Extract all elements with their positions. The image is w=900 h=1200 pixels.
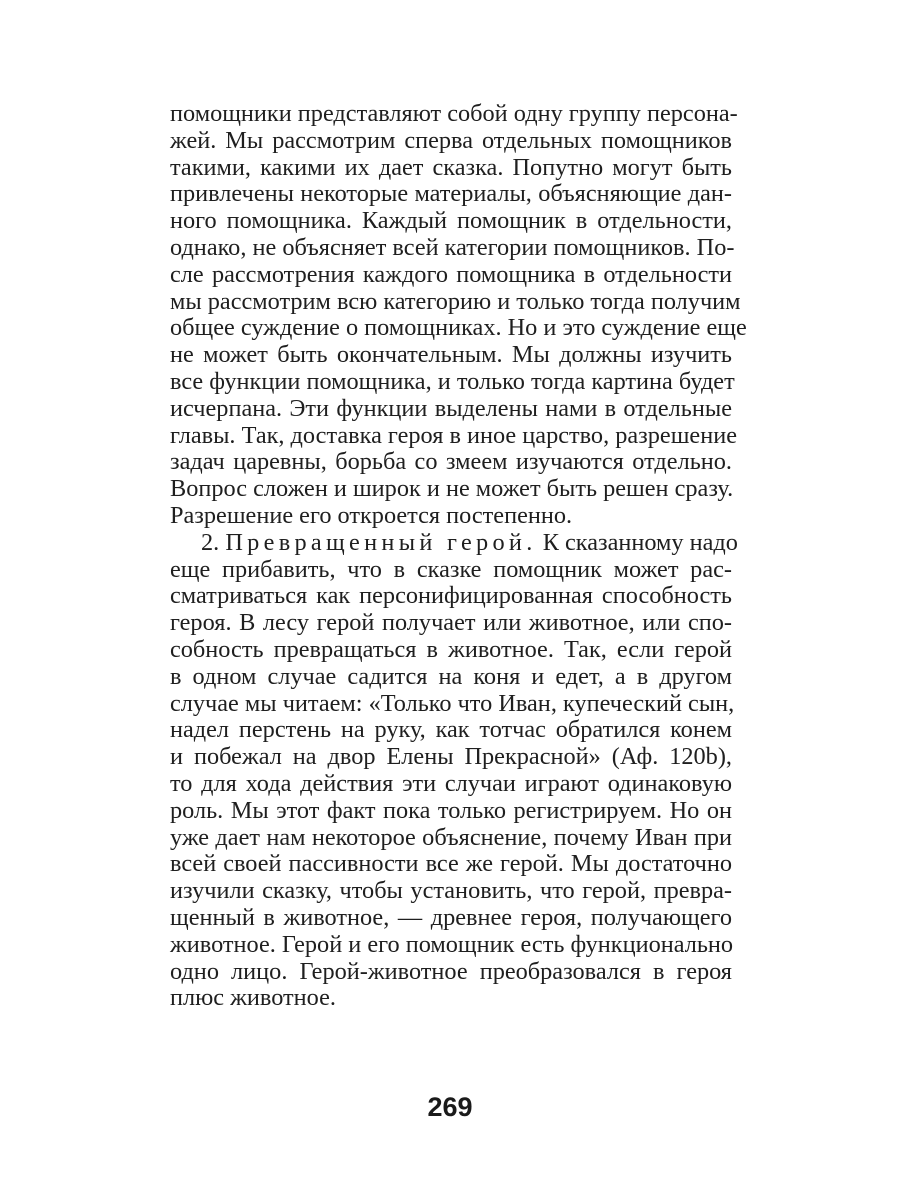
text-line: еще прибавить, что в сказке помощник может рас-	[170, 555, 732, 583]
text-line: плюс животное.	[170, 984, 336, 1012]
section-first-line-text: К сказанному надо	[542, 528, 738, 556]
text-line: все функции помощника, и только тогда картина будет	[170, 367, 735, 395]
paragraph-transformed-hero	[170, 528, 738, 1012]
text-line: главы. Так, доставка героя в иное царство, разрешение	[170, 421, 737, 449]
text-line: и побежал на двор Елены Прекрасной» (Аф. 120b),	[170, 743, 732, 771]
text-line: однако, не объясняет всей категории помощников. По-	[170, 233, 735, 261]
text-line: случае мы читаем: «Только что Иван, купеческий сын,	[170, 689, 735, 717]
text-line: одно лицо. Герой-животное преобразовался в героя	[170, 957, 732, 985]
text-line: собность превращаться в животное. Так, если герой	[170, 635, 732, 663]
text-line: Вопрос сложен и широк и не может быть решен сразу.	[170, 475, 734, 503]
text-line: надел перстень на руку, как тотчас обратился конем	[170, 716, 732, 744]
text-line: задач царевны, борьба со змеем изучаются отдельно.	[170, 448, 732, 476]
text-line: Разрешение его откроется постепенно.	[170, 501, 573, 529]
text-line: привлечены некоторые материалы, объясняющие дан-	[170, 180, 732, 208]
section-heading: Превращенный герой.	[225, 528, 537, 556]
text-line: сле рассмотрения каждого помощника в отдельности	[170, 260, 732, 288]
text-line: всей своей пассивности все же герой. Мы достаточно	[170, 850, 732, 878]
body-text	[170, 100, 747, 1012]
text-line: жей. Мы рассмотрим сперва отдельных помощников	[170, 126, 732, 154]
text-line: сматриваться как персонифицированная способность	[170, 582, 732, 610]
text-line: такими, какими их дает сказка. Попутно могут быть	[170, 153, 732, 181]
text-line: изучили сказку, чтобы установить, что герой, превра-	[170, 877, 732, 905]
text-line: в одном случае садится на коня и едет, а в другом	[170, 662, 732, 690]
section-number: 2.	[201, 528, 220, 556]
text-line: общее суждение о помощниках. Но и это суждение еще	[170, 314, 747, 342]
text-line: помощники представляют собой одну группу персона-	[170, 100, 738, 127]
text-line: не может быть окончательным. Мы должны изучить	[170, 341, 732, 369]
text-line: уже дает нам некоторое объяснение, почему Иван при	[170, 823, 732, 851]
text-line: мы рассмотрим всю категорию и только тогда получим	[170, 287, 741, 315]
page-number: 269	[427, 1092, 473, 1122]
text-line: героя. В лесу герой получает или животное, или спо-	[170, 609, 732, 637]
text-line: ного помощника. Каждый помощник в отдельности,	[170, 207, 732, 235]
text-line: щенный в животное, — древнее героя, получающего	[170, 903, 732, 931]
text-line: то для хода действия эти случаи играют одинаковую	[170, 769, 732, 797]
text-line: животное. Герой и его помощник есть функционально	[170, 930, 734, 958]
text-line: роль. Мы этот факт пока только регистрируем. Но он	[170, 796, 732, 824]
paragraph-helpers	[170, 100, 747, 530]
section-first-line	[170, 528, 738, 557]
text-line: исчерпана. Эти функции выделены нами в отдельные	[170, 394, 732, 422]
